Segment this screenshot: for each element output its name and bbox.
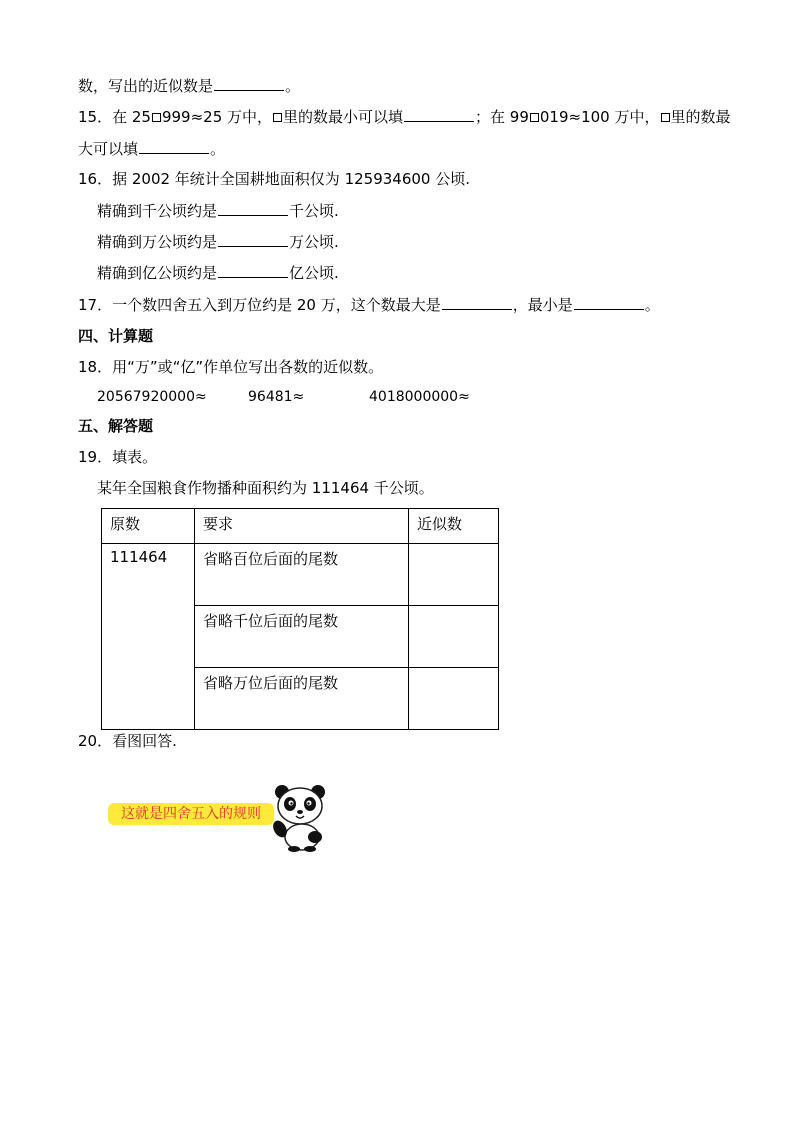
placeholder-box-icon (273, 113, 282, 122)
table-header-requirement: 要求 (195, 509, 409, 544)
q16-item-unit: 亿公顷. (289, 264, 339, 282)
q15-text-e: 019≈100 万中， (539, 108, 660, 126)
q15-text-g: 大可以填 (78, 140, 139, 158)
q14-tail (78, 75, 300, 97)
q20-stem: 20．看图回答. (78, 732, 177, 750)
table-cell-approx-input[interactable] (409, 606, 499, 668)
placeholder-box-icon (152, 113, 161, 122)
q16-item-2 (97, 231, 339, 253)
q17-answer-blank-max[interactable] (442, 295, 512, 310)
q15-line2 (78, 138, 225, 160)
table-header-row (102, 509, 499, 544)
q19-desc: 某年全国粮食作物播种面积约为 111464 千公顷。 (97, 479, 434, 497)
q17-answer-blank-min[interactable] (574, 295, 644, 310)
table-cell-requirement: 省略万位后面的尾数 (195, 668, 409, 730)
q16-item-unit: 万公顷. (289, 233, 339, 251)
table-cell-requirement: 省略千位后面的尾数 (195, 606, 409, 668)
q15-answer-blank-2[interactable] (139, 139, 209, 154)
q14-end: 。 (285, 77, 301, 95)
q15-line1 (78, 106, 731, 128)
q15-text-h: 。 (210, 140, 226, 158)
q16-item-label: 精确到亿公顷约是 (97, 264, 218, 282)
table-cell-original: 111464 (102, 544, 195, 730)
q17 (78, 294, 660, 316)
q16-item-3 (97, 262, 339, 284)
q17-text-a: 17．一个数四舍五入到万位约是 20 万，这个数最大是 (78, 296, 441, 314)
q15-answer-blank-1[interactable] (404, 107, 474, 122)
table-header-original: 原数 (102, 509, 195, 544)
q16-stem: 16．据 2002 年统计全国耕地面积仅为 125934600 公顷. (78, 170, 470, 188)
section-heading-calc: 四、计算题 (78, 327, 154, 345)
q15-text-c: 里的数最小可以填 (283, 108, 404, 126)
q15-text-d: ；在 99 (475, 108, 529, 126)
q16-item-label: 精确到万公顷约是 (97, 233, 218, 251)
q15-text-a: 15．在 25 (78, 108, 151, 126)
q16-answer-blank-3[interactable] (218, 263, 288, 278)
q16-item-1 (97, 200, 339, 222)
table-cell-approx-input[interactable] (409, 668, 499, 730)
rounding-table (101, 508, 499, 730)
q18-item-2[interactable]: 96481≈ (248, 389, 305, 405)
q16-answer-blank-1[interactable] (218, 201, 288, 216)
q16-item-unit: 千公顷. (289, 202, 339, 220)
panda-icon (270, 782, 332, 852)
table-header-approx: 近似数 (409, 509, 499, 544)
q14-text: 数，写出的近似数是 (78, 77, 214, 95)
placeholder-box-icon (530, 113, 539, 122)
q17-text-b: ，最小是 (512, 296, 573, 314)
q19-stem: 19．填表。 (78, 448, 158, 466)
q15-text-f: 里的数最 (670, 108, 731, 126)
q17-text-c: 。 (644, 296, 660, 314)
rounding-rule-banner: 这就是四舍五入的规则 (108, 803, 274, 825)
table-cell-approx-input[interactable] (409, 544, 499, 606)
table-row (102, 544, 499, 606)
placeholder-box-icon (661, 113, 670, 122)
section-heading-answer: 五、解答题 (78, 417, 154, 435)
q18-item-3[interactable]: 4018000000≈ (369, 389, 470, 405)
table-cell-requirement: 省略百位后面的尾数 (195, 544, 409, 606)
q15-text-b: 999≈25 万中， (161, 108, 273, 126)
q16-item-label: 精确到千公顷约是 (97, 202, 218, 220)
q16-answer-blank-2[interactable] (218, 232, 288, 247)
q18-stem: 18．用“万”或“亿”作单位写出各数的近似数。 (78, 358, 384, 376)
q14-answer-blank[interactable] (214, 76, 284, 91)
q18-item-1[interactable]: 20567920000≈ (97, 389, 207, 405)
